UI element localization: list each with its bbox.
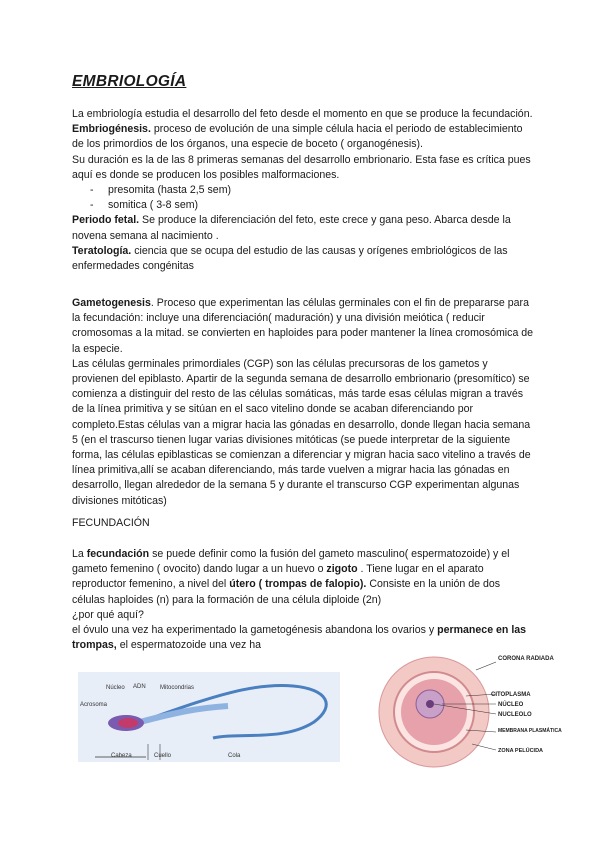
embriogenesis-paragraph: [72, 122, 534, 152]
label-corona: CORONA RADIADA: [498, 656, 554, 662]
ovum-diagram: [378, 652, 562, 772]
list-item: - presomita (hasta 2,5 sem): [72, 183, 534, 198]
embriogenesis-duration: Su duración es la de las 8 primeras semanas del desarrollo embrionario. Esta fase es crítica pues aquí es donde se producen los posibles malformaciones.: [72, 153, 531, 181]
body-text-gametogenesis: [72, 296, 534, 509]
label-citoplasma: CITOPLASMA: [491, 692, 531, 698]
label-adn: ADN: [133, 684, 146, 690]
cgp-paragraph: Las células germinales primordiales (CGP) son las células precursoras de los gametos y provienen del epiblasto. Apartir de la segunda semana de desarrollo embrionario (presomítico) se comienza a distinguir del resto de las células somáticas, más tarde esas células migran a través de la línea primitiva y se sitúan en el saco vitelino donde se acaban diferenciando por completo.Estas células van a migrar hacia las gónadas en desarrollo, donde llegan hacia semana 5 (en el trascurso tienen lugar varias divisiones mitóticas (se puede interpretar de la siguiente forma, las células epiblasticas se comienzan a diferenciar y migran hacia saco vitelino a través de línea primitiva,allí se acaban diferenciando, más tarde vuelven a migrar hacia las gónadas en desarrollo, llegan alrededor de la semana 5 y durante el transcurso CGP experimentan algunas divisiones mitóticas): [72, 357, 531, 507]
label-membrana: MEMBRANA PLASMÁTICA: [498, 728, 562, 734]
periodo-fetal-term: Periodo fetal.: [72, 214, 140, 227]
gametogenesis-paragraph: Gametogenesis. Proceso que experimentan las células germinales con el fin de prepararse para la fecundación: incluye una diferenciación( maduración) y una división meiótica ( reducir cromosomas a la mitad. se convierten en haploides para poder mantener la línea cromosómica de la especie.: [72, 297, 534, 355]
sperm-nucleus: [118, 718, 138, 728]
label-cuello: Cuello: [154, 753, 172, 759]
body-text-top: [72, 107, 534, 274]
embriogenesis-term: Embriogénesis.: [72, 123, 151, 136]
teratologia-paragraph: Teratología. ciencia que se ocupa del estudio de las causas y orígenes embriológicos de las enfermedades congénitas: [72, 244, 508, 273]
list-item: - somitica ( 3-8 sem): [72, 198, 534, 213]
periodo-fetal-paragraph: Periodo fetal. Se produce la diferenciación del feto, este crece y gana peso. Abarca desde la novena semana al nacimiento .: [72, 214, 511, 242]
intro-paragraph: La embriología estudia el desarrollo del feto desde el momento en que se produce la fecundación.: [72, 108, 533, 120]
fecundacion-heading: FECUNDACIÓN: [72, 517, 150, 529]
sperm-diagram: [78, 672, 340, 762]
label-cabeza: Cabeza: [111, 753, 132, 759]
label-mitocondrias: Mitocondrias: [160, 685, 195, 691]
body-text-fecundacion: [72, 547, 534, 653]
gametogenesis-term: Gametogenesis: [72, 297, 151, 309]
fecundacion-paragraph: La fecundación se puede definir como la fusión del gameto masculino( espermatozoide) y el gameto femenino ( ovocito) dando lugar a un huevo o zigoto . Tiene lugar en el aparato reproductor femenino, a nivel del útero ( trompas de falopio). Consiste en la unión de dos células haploides (n) para la formación de una célula diploide (2n): [72, 548, 510, 606]
embriogenesis-text: proceso de evolución de una simple célula hacia el periodo de establecimiento de los primordios de los órganos, una especie de boceto ( organogénesis).: [72, 123, 523, 151]
label-cola: Cola: [228, 753, 241, 759]
label-nucleo: Núcleo: [106, 685, 125, 691]
ovulo-paragraph: el óvulo una vez ha experimentado la gametogénesis abandona los ovarios y permanece en las trompas, el espermatozoide una vez ha: [72, 624, 527, 652]
label-nucleo: NÚCLEO: [498, 702, 524, 708]
nucleolus: [426, 700, 434, 708]
question-line: ¿por qué aquí?: [72, 608, 144, 621]
label-zona: ZONA PELÚCIDA: [498, 748, 544, 754]
page-title: EMBRIOLOGÍA: [72, 73, 187, 90]
teratologia-term: Teratología.: [72, 244, 132, 257]
label-acrosoma: Acrosoma: [80, 702, 108, 708]
label-nucleolo: NUCLEOLO: [498, 712, 532, 718]
